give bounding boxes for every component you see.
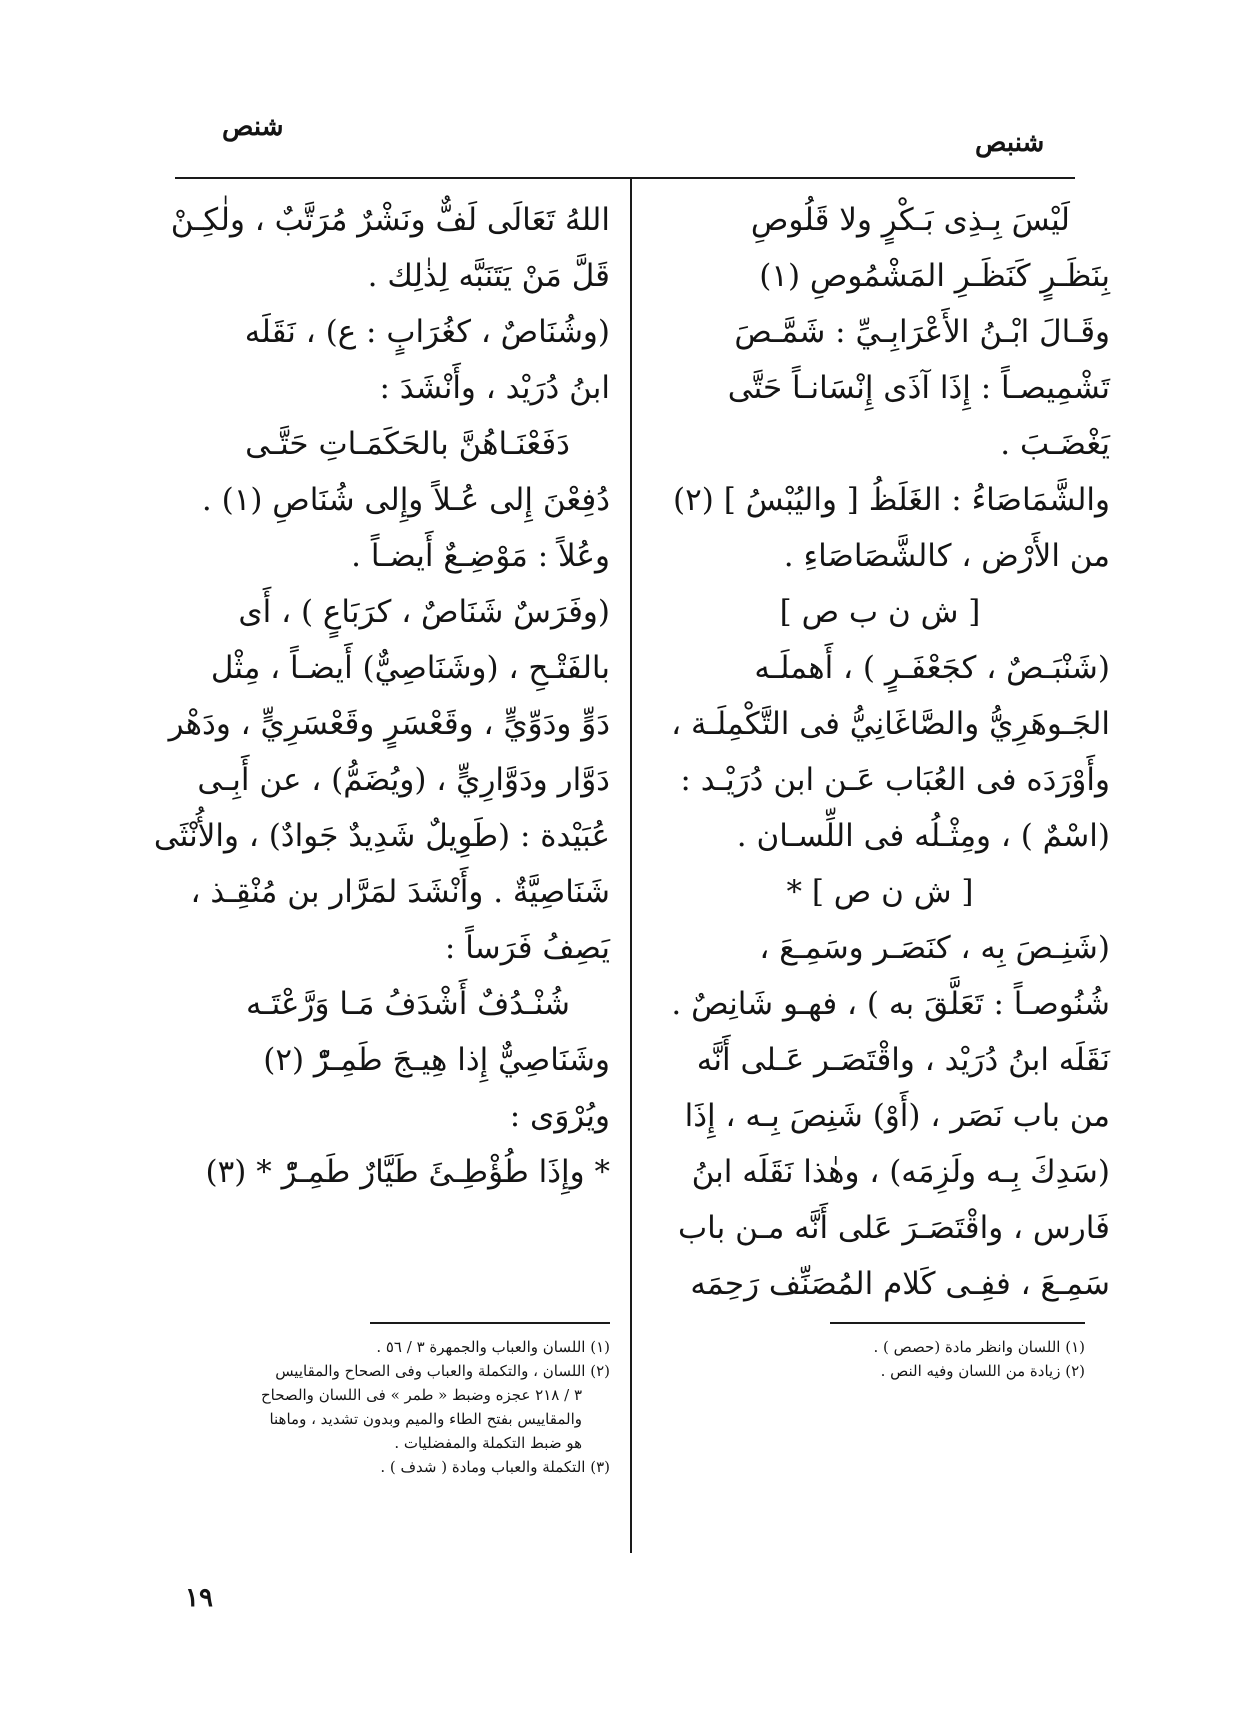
text-line: تَشْمِيصـاً : إِذَا آذَى إِنْسَانـاً حَتَّى [727, 370, 1110, 406]
footnote: (٢) زيادة من اللسان وفيه النص . [880, 1362, 1085, 1380]
footnote-continuation: ٣ / ٢١٨ عجزه وضبط « طمر » فى اللسان والصحاح [261, 1386, 582, 1404]
footnote: (٢) اللسان ، والتكملة والعباب وفى الصحاح والمقاييس [275, 1362, 610, 1380]
text-line: والشَّمَاصَاءُ : الغَلَظُ [ واليُبْسُ ] (٢) [673, 482, 1110, 518]
text-line: (اسْمٌ ) ، ومِثْـلُه فى اللِّسـان . [736, 818, 1110, 854]
verse-line: * وإِذَا طُؤْطِـئَ طَيَّارٌ طَمِـرّْ * (٣) [205, 1154, 610, 1190]
header-rule [175, 177, 1075, 179]
page-number: ١٩ [185, 1583, 213, 1613]
text-line: من باب نَصَر ، (أَوْ) شَنِصَ بِـه ، إِذَا [684, 1098, 1110, 1134]
text-line: قَلَّ مَنْ يَتَنَبَّه لِذٰلِك . [367, 258, 610, 294]
text-line: اللهُ تَعَالَى لَفٌّ ونَشْرٌ مُرَتَّبٌ ، ولٰكِـنْ [170, 202, 610, 238]
text-line: نَقَلَه ابنُ دُرَيْد ، واقْتَصَـر عَـلى أَنَّه [696, 1042, 1110, 1078]
verse-line: شُنْـدُفٌ أَشْدَفُ مَـا وَرَّعْتَـه [245, 986, 570, 1022]
text-line: (وشُنَاصٌ ، كغُرَابٍ : ع) ، نَقَلَه [244, 314, 610, 350]
footnote: (١) اللسان والعباب والجمهرة ٣ / ٥٦ . [376, 1338, 610, 1356]
entry-heading: [ ش ن ب ص ] [779, 594, 981, 630]
column-divider [630, 178, 632, 1553]
text-line: ويُرْوَى : [509, 1098, 610, 1134]
right-footnote-rule [830, 1322, 1085, 1324]
text-line: شُنُوصـاً : تَعَلَّقَ به ) ، فهـو شَانِصٌ . [671, 986, 1110, 1022]
text-line: (شَنِـصَ بِه ، كنَصَـر وسَمِـعَ ، [759, 930, 1110, 966]
text-line: وأَوْرَدَه فى العُبَاب عَـن ابن دُرَيْـد : [680, 762, 1110, 798]
left-footnote-rule [370, 1322, 610, 1324]
text-line: بالفَتْـحِ ، (وشَنَاصِيٌّ) أَيضـاً ، مِثْل [210, 650, 610, 686]
text-line: عُبَيْدة : (طَوِيلٌ شَدِيدٌ جَوادٌ) ، والأُنْثَى [153, 818, 610, 854]
footnote-continuation: والمقاييس بفتح الطاء والميم وبدون تشديد ، وماهنا [269, 1410, 582, 1428]
text-line: وقَـالَ ابْـنُ الأَعْرَابِـيِّ : شَمَّـصَ [734, 314, 1110, 350]
text-line: يَغْضَـبَ . [1000, 426, 1110, 462]
verse-line: دَفَعْنَـاهُنَّ بالحَكَمَـاتِ حَتَّـى [245, 426, 570, 462]
right-column [650, 200, 1110, 1320]
verse-line: دُفِعْنَ إِلى عُـلاً وإِلى شُنَاصِ (١) . [201, 482, 610, 518]
text-line: وعُلاً : مَوْضِـعٌ أَيضـاً . [351, 538, 610, 574]
verse-line: وشَنَاصِيٌّ إِذا هِيـجَ طَمِـرّْ (٢) [263, 1042, 610, 1078]
right-footnotes [760, 1335, 1085, 1383]
right-running-header: شنبص [975, 128, 1045, 158]
text-line: من الأَرْض ، كالشَّصَاصَاءِ . [783, 538, 1110, 574]
text-line: ابنُ دُرَيْد ، وأَنْشَدَ : [379, 370, 610, 406]
left-footnotes [190, 1335, 610, 1479]
text-line: دَوٍّ ودَوِّيٍّ ، وقَعْسَرٍ وقَعْسَرِيٍّ ، ودَهْر [168, 706, 610, 742]
footnote-continuation: هو ضبط التكملة والمفضليات . [394, 1434, 582, 1452]
verse-line: لَيْسَ بِـذِى بَـكْرٍ ولا قَلُوصِ [750, 202, 1070, 238]
text-line: الجَـوهَرِيُّ والصَّاغَانِيُّ فى التَّكْمِلَـة ، [671, 706, 1110, 742]
text-line: (وفَرَسٌ شَنَاصٌ ، كرَبَاعٍ ) ، أَى [238, 594, 610, 630]
left-running-header: شنص [222, 112, 284, 142]
verse-line: بِنَظَـرٍ كَنَظَـرِ المَشْمُوصِ (١) [759, 258, 1110, 294]
text-line: (سَدِكَ بِـه ولَزِمَه) ، وهٰذا نَقَلَه ابنُ [691, 1154, 1110, 1190]
text-line: يَصِفُ فَرَساً : [444, 930, 610, 966]
text-line: دَوَّار ودَوَّارِيٍّ ، (ويُضَمُّ) ، عن أَبِـى [197, 762, 610, 798]
text-line: فَارس ، واقْتَصَـرَ عَلى أَنَّه مـن باب [677, 1210, 1110, 1246]
text-line: سَمِـعَ ، ففِـى كَلام المُصَنِّف رَحِمَه [690, 1266, 1110, 1302]
left-column [153, 200, 610, 1208]
text-line: شَنَاصِيَّةٌ . وأَنْشَدَ لمَرَّار بن مُنْقِـذ ، [190, 874, 610, 910]
entry-heading: [ ش ن ص ] * [786, 874, 974, 910]
footnote: (٣) التكملة والعباب ومادة ( شدف ) . [380, 1458, 610, 1476]
footnote: (١) اللسان وانظر مادة (حصص ) . [873, 1338, 1085, 1356]
text-line: (شَنْبَـصٌ ، كجَعْفَـرٍ ) ، أَهملَـه [754, 650, 1110, 686]
